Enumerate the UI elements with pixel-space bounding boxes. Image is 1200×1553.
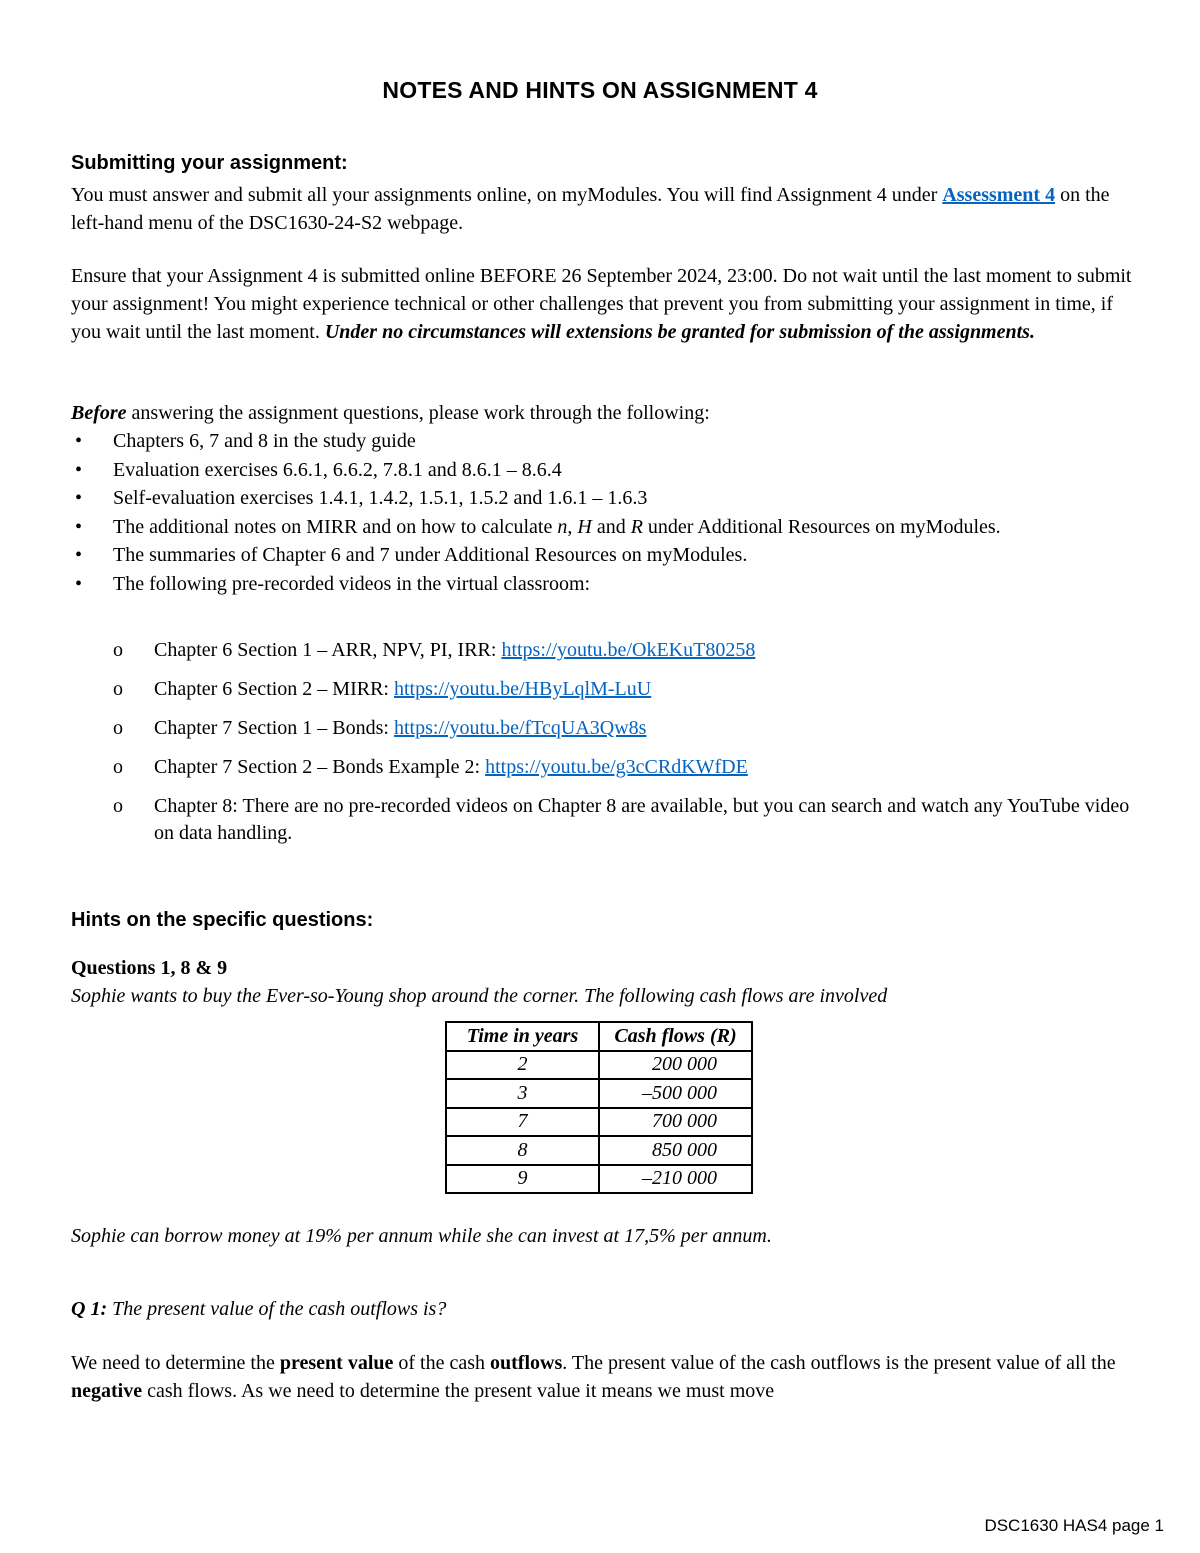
- table-header-row: [446, 1022, 752, 1051]
- deadline-text: Ensure that your Assignment 4 is submitted online BEFORE 26 September 2024, 23:00. Do not wait until the last moment to submit your assignment! You might experience technical or other challenges that prevent you from submitting your assignment in time, if you wait until the last moment.: [71, 265, 1132, 343]
- list-item: • The summaries of Chapter 6 and 7 under Additional Resources on myModules.: [71, 541, 1151, 570]
- table-row: [446, 1051, 752, 1080]
- page-footer: DSC1630 HAS4 page 1: [984, 1516, 1164, 1535]
- assessment-4-link[interactable]: Assessment 4: [942, 184, 1056, 206]
- question-1: [71, 1295, 1141, 1323]
- list-item: • Evaluation exercises 6.6.1, 6.6.2, 7.8.1 and 8.6.1 – 8.6.4: [71, 456, 1151, 485]
- questions-heading: Questions 1, 8 & 9: [71, 957, 228, 979]
- circle-bullet-icon: o: [113, 756, 123, 778]
- before-emphasis: Before: [71, 402, 127, 424]
- deadline-paragraph: [71, 262, 1141, 346]
- column-header-cash-flows: Cash flows (R): [599, 1022, 752, 1051]
- submission-paragraph: [71, 181, 1141, 237]
- cash-flow-cell: 200 000: [599, 1051, 752, 1080]
- submission-text-start: You must answer and submit all your assignments online, on myModules. You will find Assignment 4 under: [71, 184, 943, 206]
- video-list: [111, 637, 1141, 859]
- cash-flow-cell: 850 000: [599, 1136, 752, 1165]
- circle-bullet-icon: o: [113, 795, 123, 817]
- time-cell: 7: [446, 1108, 599, 1137]
- list-item: • The following pre-recorded videos in the virtual classroom:: [71, 570, 1151, 599]
- question-1-text: The present value of the cash outflows is?: [107, 1298, 447, 1320]
- interest-rates-note: Sophie can borrow money at 19% per annum while she can invest at 17,5% per annum.: [71, 1225, 772, 1247]
- bullet-icon: •: [75, 515, 83, 538]
- hints-heading: Hints on the specific questions:: [71, 909, 374, 931]
- explanation-paragraph: We need to determine the present value of the cash outflows. The present value of the cash outflows is the present value of all the negative cash flows. As we need to determine the present value it means we must move: [71, 1352, 1116, 1402]
- table-row: [446, 1165, 752, 1194]
- study-material-list: [71, 427, 1151, 598]
- video-link-arr-npv[interactable]: https://youtu.be/OkEKuT80258: [501, 639, 756, 661]
- bullet-icon: •: [75, 487, 83, 509]
- video-link-bonds[interactable]: https://youtu.be/fTcqUA3Qw8s: [393, 717, 647, 739]
- time-cell: 9: [446, 1165, 599, 1194]
- time-cell: 3: [446, 1079, 599, 1108]
- bullet-icon: •: [75, 572, 83, 595]
- video-item: o Chapter 7 Section 2 – Bonds Example 2: https://youtu.be/g3cCRdKWfDE: [111, 754, 1141, 781]
- before-paragraph: [71, 399, 1141, 427]
- cash-flow-cell: 700 000: [599, 1108, 752, 1137]
- list-item: • Chapters 6, 7 and 8 in the study guide: [71, 427, 1151, 456]
- video-link-mirr[interactable]: https://youtu.be/HByLqlM-LuU: [393, 678, 652, 700]
- time-cell: 8: [446, 1136, 599, 1165]
- circle-bullet-icon: o: [113, 678, 123, 700]
- table-row: [446, 1079, 752, 1108]
- video-item: o Chapter 6 Section 1 – ARR, NPV, PI, IRR: https://youtu.be/OkEKuT80258: [111, 637, 1141, 664]
- circle-bullet-icon: o: [113, 639, 123, 661]
- list-item: • Self-evaluation exercises 1.4.1, 1.4.2, 1.5.1, 1.5.2 and 1.6.1 – 1.6.3: [71, 484, 1151, 513]
- time-cell: 2: [446, 1051, 599, 1080]
- video-link-bonds-example[interactable]: https://youtu.be/g3cCRdKWfDE: [485, 756, 748, 778]
- bullet-icon: •: [75, 544, 83, 566]
- page-title: NOTES AND HINTS ON ASSIGNMENT 4: [382, 77, 818, 103]
- circle-bullet-icon: o: [113, 717, 123, 739]
- cash-flow-cell: –210 000: [599, 1165, 752, 1194]
- table-row: [446, 1108, 752, 1137]
- video-item: o Chapter 8: There are no pre-recorded videos on Chapter 8 are available, but you can search and watch any YouTube video on data handling.: [113, 795, 1130, 844]
- bullet-icon: •: [75, 430, 83, 452]
- column-header-time: Time in years: [446, 1022, 599, 1051]
- video-item: o Chapter 7 Section 1 – Bonds: https://youtu.be/fTcqUA3Qw8s: [111, 715, 1141, 742]
- cash-flow-table: [445, 1021, 753, 1194]
- question-1-label: Q 1:: [71, 1298, 108, 1320]
- scenario-intro: Sophie wants to buy the Ever-so-Young shop around the corner. The following cash flows are involved: [71, 985, 888, 1007]
- list-item: • The additional notes on MIRR and on how to calculate n, H and R under Additional Resources on myModules.: [71, 513, 1151, 542]
- cash-flow-cell: –500 000: [599, 1079, 752, 1108]
- table-row: [446, 1136, 752, 1165]
- bullet-icon: •: [75, 458, 83, 481]
- video-item: o Chapter 6 Section 2 – MIRR: https://youtu.be/HByLqlM-LuU: [111, 676, 1141, 703]
- submitting-heading: Submitting your assignment:: [71, 152, 348, 174]
- submission-text-end: on the left-hand menu of the DSC1630-24-S2 webpage.: [71, 184, 1110, 234]
- before-text: answering the assignment questions, please work through the following:: [126, 402, 710, 424]
- no-extensions-notice: Under no circumstances will extensions be granted for submission of the assignments.: [324, 321, 1035, 343]
